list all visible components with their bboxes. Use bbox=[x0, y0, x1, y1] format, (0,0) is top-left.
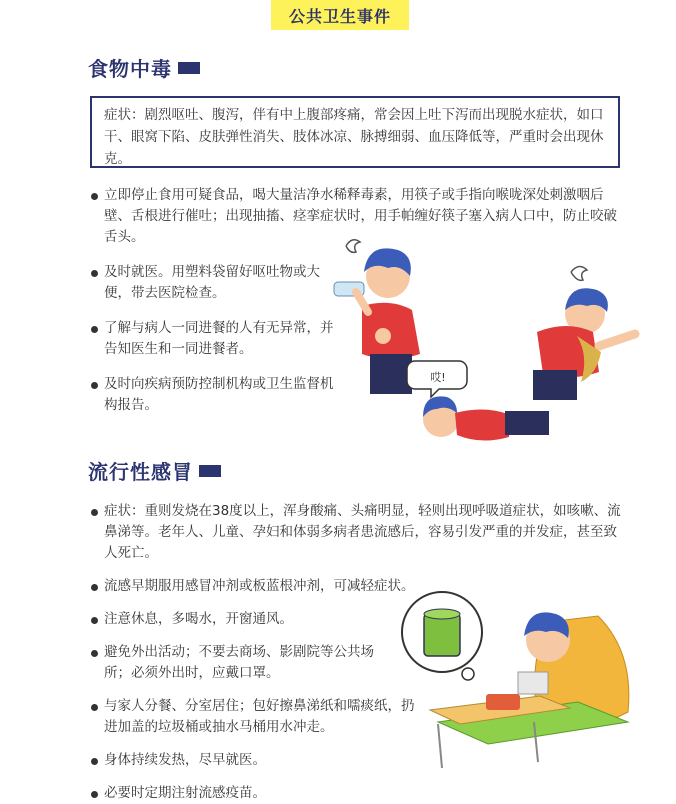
fainted-illustration bbox=[405, 355, 555, 455]
list-item: 身体持续发热，尽早就医。 bbox=[90, 750, 404, 771]
food-poisoning-title-text: 食物中毒 bbox=[88, 57, 172, 81]
flu-title bbox=[88, 456, 221, 485]
list-item: 及时向疾病预防控制机构或卫生监督机构报告。 bbox=[90, 374, 339, 416]
flu-title-text: 流行性感冒 bbox=[88, 460, 193, 484]
list-item: 了解与病人一同进餐的人有无异常，并告知医生和一同进餐者。 bbox=[90, 318, 339, 360]
title-bar-decoration bbox=[178, 62, 200, 74]
symptom-text: 症状：剧烈呕吐、腹泻，伴有中上腹部疼痛，常会因上吐下泻而出现脱水症状，如口干、眼窝下陷、皮肤弹性消失、肢体冰凉、脉搏细弱、血压降低等，严重时会出现休克。 bbox=[104, 107, 604, 167]
list-item: 注意休息，多喝水，开窗通风。 bbox=[90, 609, 404, 630]
list-item: 避免外出活动；不要去商场、影剧院等公共场所；必须外出时，应戴口罩。 bbox=[90, 642, 379, 684]
list-item: 及时就医。用塑料袋留好呕吐物或大便，带去医院检查。 bbox=[90, 262, 339, 304]
list-item: 与家人分餐、分室居住；包好擦鼻涕纸和嚅痰纸，扔进加盖的垃圾桶或抽水马桶用水冲走。 bbox=[90, 696, 416, 738]
list-item: 症状：重则发烧在38度以上，浑身酸痛、头痛明显，轻则出现呼吸道症状，如咳嗽、流鼻涕等。老年人、儿童、孕妇和体弱多病者患流感后，容易引发严重的并发症，甚至致人死亡。 bbox=[90, 501, 629, 564]
list-item: 立即停止食用可疑食品，喝大量洁净水稀释毒素，用筷子或手指向喉咙深处刺激咽后壁、舌根进行催吐；出现抽搐、痉挛症状时，用手帕缠好筷子塞入病人口中，防止咬破舌头。 bbox=[90, 185, 629, 248]
symptom-box bbox=[90, 96, 620, 168]
title-bar-decoration bbox=[199, 465, 221, 477]
food-poisoning-title bbox=[88, 53, 200, 82]
list-item: 必要时定期注射流感疫苗。 bbox=[90, 783, 404, 804]
flu-illustration bbox=[398, 582, 648, 792]
list-item: 流感早期服用感冒冲剂或板蓝根冲剂，可减轻症状。 bbox=[90, 576, 554, 597]
category-tag: 公共卫生事件 bbox=[271, 0, 409, 30]
speech-bubble-text: 哎! bbox=[430, 371, 446, 384]
